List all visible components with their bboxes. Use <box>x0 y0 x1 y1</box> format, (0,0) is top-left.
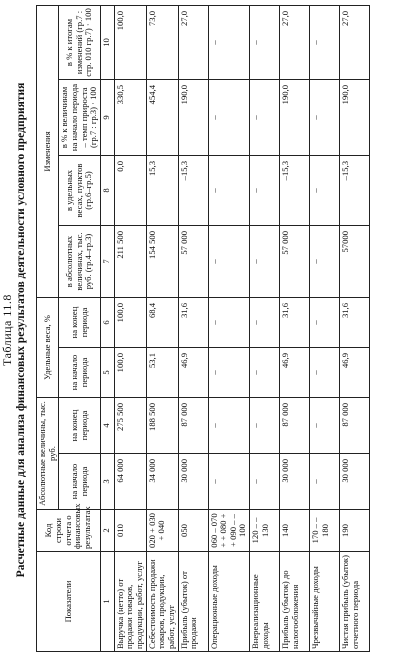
col-index: 8 <box>100 156 114 226</box>
row-code: 010 <box>114 510 146 552</box>
cell-pct-of-start: 330,5 <box>114 80 146 156</box>
cell-abs-end: 87 000 <box>340 398 370 454</box>
cell-share-change: 0,0 <box>114 156 146 226</box>
table-row <box>310 5 340 651</box>
header-indicator: Показатели <box>37 552 101 652</box>
cell-pct-of-start: 190,0 <box>178 80 208 156</box>
header-changes: Изменения <box>37 5 59 297</box>
table-row <box>340 5 370 651</box>
col-index: 9 <box>100 80 114 156</box>
row-indicator: Себестоимость продажи товаров, продукции, работ, услуг <box>146 552 178 652</box>
row-code: 050 <box>178 510 208 552</box>
row-code: 170 – – 180 <box>310 510 340 552</box>
header-pct-of-start: в % к величинам на начало периода – темп прироста (гр.7 : гр.3) · 100 <box>59 80 101 156</box>
row-indicator: Операционные доходы <box>208 552 250 652</box>
financial-results-table <box>36 5 370 652</box>
cell-abs-change: 57 000 <box>280 226 310 298</box>
table-row <box>208 5 250 651</box>
row-code: 190 <box>340 510 370 552</box>
cell-share-start: – <box>208 348 250 398</box>
col-index: 1 <box>100 552 114 652</box>
cell-pct-of-start: 190,0 <box>280 80 310 156</box>
col-index: 7 <box>100 226 114 298</box>
cell-share-change: – <box>250 156 280 226</box>
row-code: 020 + 030 + 040 <box>146 510 178 552</box>
table-row <box>114 5 146 651</box>
cell-abs-start: 64 000 <box>114 454 146 510</box>
cell-share-change: – <box>310 156 340 226</box>
cell-pct-of-total: 73,0 <box>146 5 178 79</box>
column-index-row <box>100 5 114 651</box>
header-code: Код строки отчета о финансовых результатах <box>37 510 101 552</box>
cell-pct-of-start: 190,0 <box>340 80 370 156</box>
cell-abs-start: – <box>250 454 280 510</box>
cell-abs-change: 57000 <box>340 226 370 298</box>
cell-share-change: 15,3 <box>146 156 178 226</box>
cell-pct-of-start: – <box>250 80 280 156</box>
cell-share-start: – <box>250 348 280 398</box>
cell-abs-start: 30 000 <box>340 454 370 510</box>
cell-abs-start: 30 000 <box>178 454 208 510</box>
cell-pct-of-total: 100,0 <box>114 5 146 79</box>
row-indicator: Выручка (нетто) от продажи товаров, продукции, работ, услуг <box>114 552 146 652</box>
cell-share-end: 100,0 <box>114 298 146 348</box>
header-absolute: Абсолютные величины, тыс. руб. <box>37 398 59 510</box>
cell-pct-of-total: – <box>208 5 250 79</box>
cell-share-end: 31,6 <box>280 298 310 348</box>
cell-pct-of-total: 27,0 <box>280 5 310 79</box>
table-row <box>146 5 178 651</box>
col-index: 2 <box>100 510 114 552</box>
col-index: 6 <box>100 298 114 348</box>
cell-share-start: – <box>310 348 340 398</box>
cell-abs-start: 34 000 <box>146 454 178 510</box>
cell-pct-of-start: – <box>208 80 250 156</box>
table-row <box>250 5 280 651</box>
col-index: 3 <box>100 454 114 510</box>
cell-share-end: – <box>250 298 280 348</box>
cell-pct-of-start: 454,4 <box>146 80 178 156</box>
col-index: 5 <box>100 348 114 398</box>
cell-abs-change: – <box>208 226 250 298</box>
cell-share-end: – <box>208 298 250 348</box>
cell-share-end: 68,4 <box>146 298 178 348</box>
cell-abs-start: 30 000 <box>280 454 310 510</box>
cell-share-end: – <box>310 298 340 348</box>
cell-share-end: 31,6 <box>340 298 370 348</box>
cell-share-start: 46,9 <box>178 348 208 398</box>
cell-abs-change: – <box>310 226 340 298</box>
cell-pct-of-total: – <box>250 5 280 79</box>
header-share-end: на конец периода <box>59 298 101 348</box>
row-code: 120 – – 130 <box>250 510 280 552</box>
cell-abs-change: – <box>250 226 280 298</box>
row-indicator: Чистая прибыль (убыток) отчетного периода <box>340 552 370 652</box>
cell-pct-of-start: – <box>310 80 340 156</box>
header-share-start: на начало периода <box>59 348 101 398</box>
cell-share-start: 100,0 <box>114 348 146 398</box>
cell-abs-change: 154 500 <box>146 226 178 298</box>
header-abs-change: в абсолютных величинах, тыс. руб. (гр.4–гр.3) <box>59 226 101 298</box>
cell-abs-end: – <box>208 398 250 454</box>
header-share-change: в удельных весах, пунктов (гр.6–гр.5) <box>59 156 101 226</box>
row-indicator: Чрезвычайные доходы <box>310 552 340 652</box>
col-index: 4 <box>100 398 114 454</box>
cell-pct-of-total: – <box>310 5 340 79</box>
cell-abs-end: – <box>250 398 280 454</box>
row-indicator: Внереализационные доходы <box>250 552 280 652</box>
cell-share-change: – <box>208 156 250 226</box>
table-row <box>178 5 208 651</box>
row-indicator: Прибыль (убыток) до налогообложения <box>280 552 310 652</box>
cell-pct-of-total: 27,0 <box>178 5 208 79</box>
cell-share-start: 46,9 <box>280 348 310 398</box>
cell-share-start: 53,1 <box>146 348 178 398</box>
cell-share-start: 46,9 <box>340 348 370 398</box>
cell-abs-end: 87 000 <box>178 398 208 454</box>
cell-abs-start: – <box>208 454 250 510</box>
cell-share-end: 31,6 <box>178 298 208 348</box>
col-index: 10 <box>100 5 114 79</box>
cell-abs-change: 57 000 <box>178 226 208 298</box>
cell-share-change: –15,3 <box>178 156 208 226</box>
cell-abs-start: – <box>310 454 340 510</box>
cell-abs-end: 87 000 <box>280 398 310 454</box>
cell-share-change: –15,3 <box>280 156 310 226</box>
cell-abs-end: 275 500 <box>114 398 146 454</box>
cell-abs-end: – <box>310 398 340 454</box>
header-pct-of-total: в % к итогам изменений (гр.7 : стр. 010 гр.7) · 100 <box>59 5 101 79</box>
row-indicator: Прибыль (убыток) от продажи <box>178 552 208 652</box>
header-abs-end: на конец периода <box>59 398 101 454</box>
header-shares: Удельные веса, % <box>37 298 59 398</box>
table-number: Таблица 11.8 <box>0 294 14 366</box>
header-abs-start: на начало периода <box>59 454 101 510</box>
row-code: 140 <box>280 510 310 552</box>
table-title: Расчетные данные для анализа финансовых результатов деятельности условного предприятия <box>15 82 27 578</box>
cell-share-change: –15,3 <box>340 156 370 226</box>
cell-abs-end: 188 500 <box>146 398 178 454</box>
table-row <box>280 5 310 651</box>
row-code: 060 – 070 + + 080 + + 090 – – 100 <box>208 510 250 552</box>
cell-abs-change: 211 500 <box>114 226 146 298</box>
cell-pct-of-total: 27,0 <box>340 5 370 79</box>
